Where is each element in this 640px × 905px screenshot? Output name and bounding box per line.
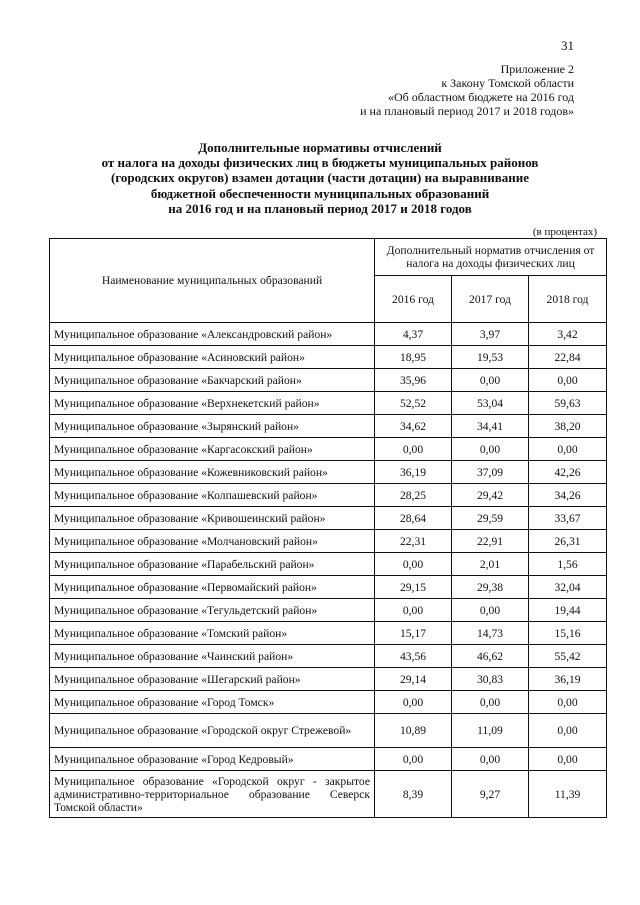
value-2017: 11,09	[452, 714, 529, 748]
row-name: Муниципальное образование «Зырянский район»	[50, 415, 375, 438]
value-2018: 55,42	[529, 645, 607, 668]
row-name: Муниципальное образование «Александровский район»	[50, 323, 375, 346]
value-2018: 22,84	[529, 346, 607, 369]
value-2016: 35,96	[375, 369, 452, 392]
value-2017: 53,04	[452, 392, 529, 415]
value-2017: 29,42	[452, 484, 529, 507]
row-name: Муниципальное образование «Парабельский район»	[50, 553, 375, 576]
table-row	[50, 461, 607, 484]
table-row	[50, 622, 607, 645]
row-name: Муниципальное образование «Чаинский район»	[50, 645, 375, 668]
value-2016: 8,39	[375, 771, 452, 818]
column-header-2018: 2018 год	[529, 276, 607, 323]
table-row	[50, 415, 607, 438]
value-2018: 3,42	[529, 323, 607, 346]
value-2016: 0,00	[375, 553, 452, 576]
value-2018: 0,00	[529, 438, 607, 461]
column-header-2016: 2016 год	[375, 276, 452, 323]
value-2018: 0,00	[529, 748, 607, 771]
value-2017: 0,00	[452, 369, 529, 392]
table-row	[50, 771, 607, 818]
table-row	[50, 392, 607, 415]
document-title	[60, 140, 580, 216]
row-name: Муниципальное образование «Каргасокский район»	[50, 438, 375, 461]
value-2018: 34,26	[529, 484, 607, 507]
row-name: Муниципальное образование «Молчановский район»	[50, 530, 375, 553]
page-number: 31	[561, 38, 574, 53]
value-2016: 15,17	[375, 622, 452, 645]
table-row	[50, 576, 607, 599]
row-name: Муниципальное образование «Шегарский район»	[50, 668, 375, 691]
value-2016: 29,14	[375, 668, 452, 691]
value-2018: 0,00	[529, 691, 607, 714]
value-2017: 9,27	[452, 771, 529, 818]
appendix-header	[254, 62, 574, 118]
table-row	[50, 748, 607, 771]
title-line: от налога на доходы физических лиц в бюджеты муниципальных районов	[101, 155, 539, 171]
value-2017: 19,53	[452, 346, 529, 369]
appendix-line: Приложение 2	[500, 62, 574, 76]
row-name: Муниципальное образование «Город Томск»	[50, 691, 375, 714]
value-2018: 42,26	[529, 461, 607, 484]
row-name: Муниципальное образование «Кожевниковский район»	[50, 461, 375, 484]
value-2017: 29,59	[452, 507, 529, 530]
table-row	[50, 553, 607, 576]
value-2018: 38,20	[529, 415, 607, 438]
value-2017: 30,83	[452, 668, 529, 691]
row-name: Муниципальное образование «Тегульдетский район»	[50, 599, 375, 622]
row-name: Муниципальное образование «Первомайский район»	[50, 576, 375, 599]
table-row	[50, 530, 607, 553]
appendix-line: «Об областном бюджете на 2016 год	[388, 90, 574, 104]
value-2018: 1,56	[529, 553, 607, 576]
value-2018: 0,00	[529, 714, 607, 748]
value-2017: 0,00	[452, 599, 529, 622]
value-2018: 15,16	[529, 622, 607, 645]
appendix-line: и на плановый период 2017 и 2018 годов»	[360, 104, 574, 118]
value-2016: 34,62	[375, 415, 452, 438]
value-2016: 18,95	[375, 346, 452, 369]
table-row	[50, 691, 607, 714]
table-row	[50, 668, 607, 691]
value-2017: 34,41	[452, 415, 529, 438]
value-2018: 19,44	[529, 599, 607, 622]
value-2017: 29,38	[452, 576, 529, 599]
row-name: Муниципальное образование «Бакчарский район»	[50, 369, 375, 392]
norms-table	[49, 238, 607, 818]
table-row	[50, 323, 607, 346]
row-name: Муниципальное образование «Кривошеинский район»	[50, 507, 375, 530]
value-2016: 43,56	[375, 645, 452, 668]
value-2017: 46,62	[452, 645, 529, 668]
value-2016: 22,31	[375, 530, 452, 553]
table-row	[50, 645, 607, 668]
appendix-line: к Закону Томской области	[441, 76, 574, 90]
value-2016: 29,15	[375, 576, 452, 599]
value-2017: 0,00	[452, 748, 529, 771]
value-2018: 0,00	[529, 369, 607, 392]
row-name: Муниципальное образование «Колпашевский район»	[50, 484, 375, 507]
value-2017: 0,00	[452, 691, 529, 714]
value-2018: 59,63	[529, 392, 607, 415]
table-row	[50, 714, 607, 748]
title-line: бюджетной обеспеченности муниципальных образований	[150, 185, 490, 201]
row-name: Муниципальное образование «Томский район»	[50, 622, 375, 645]
table-row	[50, 507, 607, 530]
value-2016: 36,19	[375, 461, 452, 484]
units-note: (в процентах)	[532, 226, 597, 238]
value-2016: 4,37	[375, 323, 452, 346]
value-2016: 28,25	[375, 484, 452, 507]
value-2017: 2,01	[452, 553, 529, 576]
value-2018: 11,39	[529, 771, 607, 818]
value-2016: 52,52	[375, 392, 452, 415]
value-2017: 14,73	[452, 622, 529, 645]
value-2017: 22,91	[452, 530, 529, 553]
value-2016: 10,89	[375, 714, 452, 748]
table-row	[50, 484, 607, 507]
value-2018: 33,67	[529, 507, 607, 530]
value-2016: 28,64	[375, 507, 452, 530]
value-2017: 0,00	[452, 438, 529, 461]
row-name: Муниципальное образование «Верхнекетский район»	[50, 392, 375, 415]
row-name: Муниципальное образование «Асиновский район»	[50, 346, 375, 369]
row-name: Муниципальное образование «Городской округ Стрежевой»	[50, 714, 375, 748]
value-2018: 26,31	[529, 530, 607, 553]
title-line: Дополнительные нормативы отчислений	[198, 140, 442, 155]
column-header-2017: 2017 год	[452, 276, 529, 323]
column-header-group: Дополнительный норматив отчисления от налога на доходы физических лиц	[375, 239, 607, 276]
value-2016: 0,00	[375, 599, 452, 622]
value-2016: 0,00	[375, 748, 452, 771]
table-row	[50, 438, 607, 461]
table-row	[50, 599, 607, 622]
row-name: Муниципальное образование «Город Кедровый»	[50, 748, 375, 771]
value-2016: 0,00	[375, 438, 452, 461]
value-2018: 32,04	[529, 576, 607, 599]
value-2016: 0,00	[375, 691, 452, 714]
row-name: Муниципальное образование «Городской округ - закрытое административно-территориальное образование Северск Томской области»	[50, 771, 375, 818]
value-2018: 36,19	[529, 668, 607, 691]
table-row	[50, 346, 607, 369]
title-line: на 2016 год и на плановый период 2017 и 2018 годов	[168, 200, 472, 216]
value-2017: 3,97	[452, 323, 529, 346]
table-row	[50, 369, 607, 392]
column-header-name: Наименование муниципальных образований	[50, 239, 375, 323]
value-2017: 37,09	[452, 461, 529, 484]
title-line: (городских округов) взамен дотации (части дотации) на выравнивание	[111, 170, 529, 186]
